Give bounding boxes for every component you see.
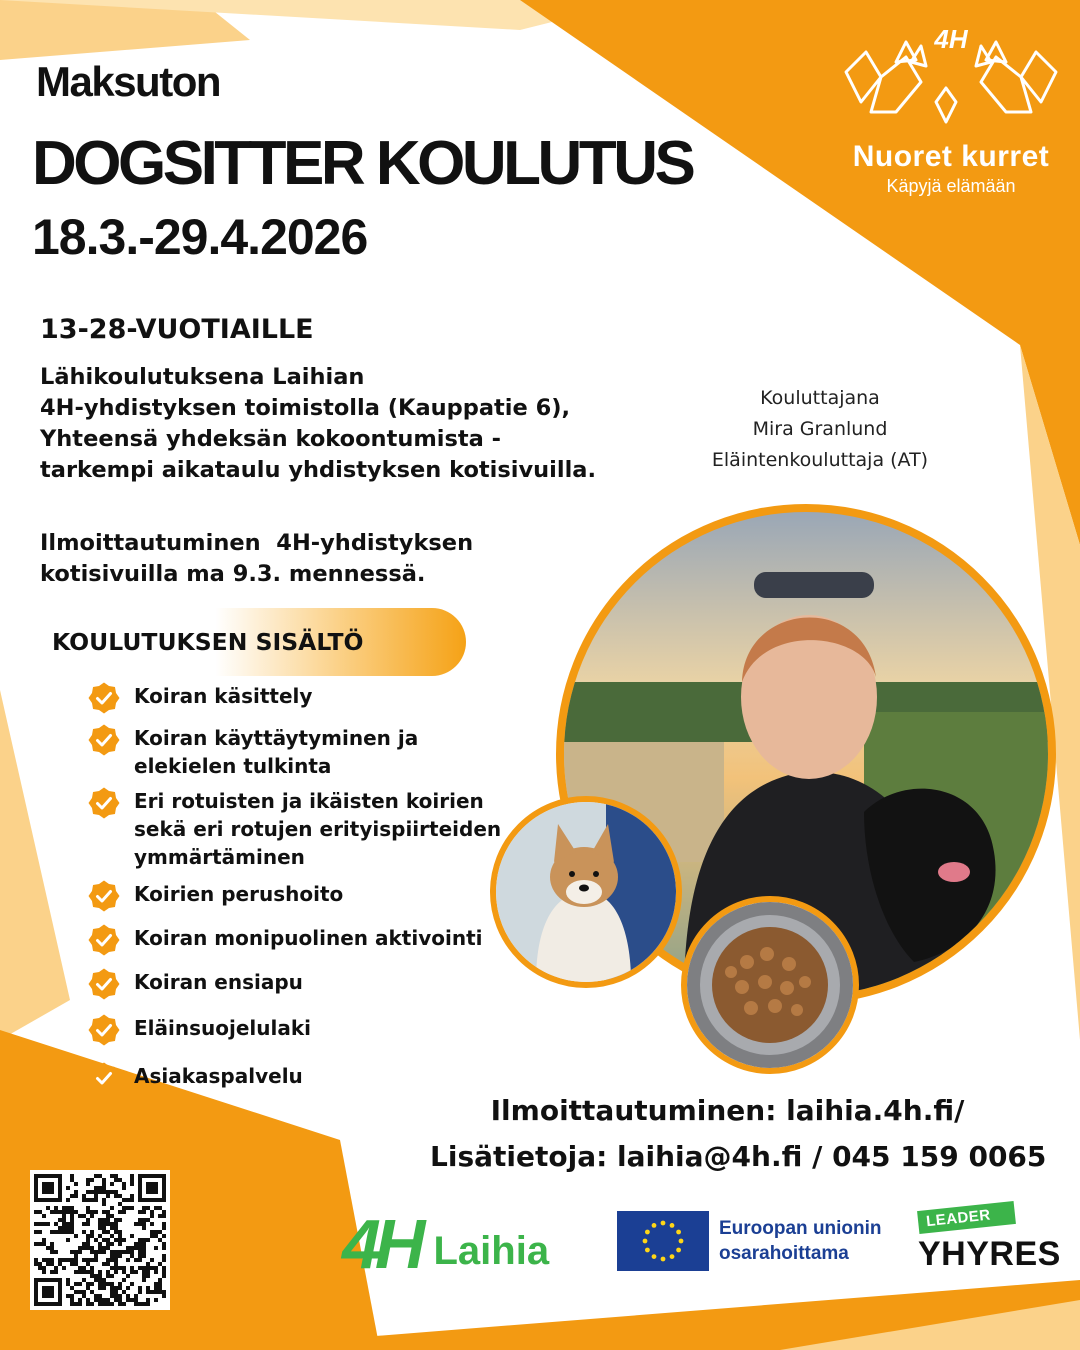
eu-funding-logo (617, 1211, 882, 1271)
check-badge-icon (88, 880, 120, 912)
info-line: Lähikoulutuksena Laihian (40, 364, 365, 390)
squirrel-logo-icon (836, 22, 1066, 132)
check-badge-icon (88, 968, 120, 1000)
leader-tag: LEADER (917, 1201, 1016, 1234)
list-item (88, 787, 501, 871)
page-title: DOGSITTER KOULUTUS (32, 129, 693, 198)
check-badge-icon (88, 682, 120, 714)
info-line: tarkempi aikataulu yhdistyksen kotisivuilla. (40, 457, 597, 483)
location-info (40, 362, 640, 486)
list-item (88, 880, 343, 912)
list-item-label: Koiran ensiapu (134, 970, 303, 994)
leader-name: YHYRES (918, 1235, 1061, 1273)
trainer-info (690, 383, 950, 476)
section-header (34, 608, 466, 676)
list-item (88, 968, 303, 1000)
kicker-text: Maksuton (36, 58, 221, 105)
registration-line: kotisivuilla ma 9.3. mennessä. (40, 561, 426, 587)
trainer-title: Eläintenkouluttaja (AT) (711, 449, 929, 471)
info-line: 4H-yhdistyksen toimistolla (Kauppatie 6), (40, 395, 571, 421)
check-badge-icon (88, 787, 120, 819)
list-item-label: Koirien perushoito (134, 882, 344, 906)
laihia-mark: 4H (342, 1205, 420, 1283)
eu-text-line2: osarahoittama (719, 1243, 849, 1264)
check-badge-icon (88, 924, 120, 956)
list-item (88, 1062, 303, 1094)
contact-info[interactable]: Lisätietoja: laihia@4h.fi / 045 159 0065 (430, 1140, 1047, 1173)
list-item (88, 1014, 311, 1046)
nuoret-kurret-logo (836, 22, 1066, 197)
check-badge-icon (88, 724, 120, 756)
dog-photo (490, 796, 682, 988)
trainer-name: Mira Granlund (752, 418, 888, 440)
list-item (88, 724, 418, 780)
list-item-label: Eri rotuisten ja ikäisten koirien sekä eri rotujen erityispiirteiden ymmärtäminen (134, 789, 502, 869)
check-badge-icon (88, 1014, 120, 1046)
laihia-name: Laihia (433, 1228, 550, 1273)
trainer-label: Kouluttajana (760, 387, 880, 409)
check-badge-icon (88, 1062, 120, 1094)
logo-brand: Nuoret kurret (852, 140, 1050, 173)
section-title: KOULUTUKSEN SISÄLTÖ (52, 628, 364, 656)
logo-slogan: Käpyjä elämään (886, 176, 1016, 196)
qr-code-icon (34, 1174, 166, 1306)
list-item-label: Asiakaspalvelu (134, 1064, 303, 1088)
registration-line: Ilmoittautuminen 4H-yhdistyksen (40, 530, 474, 556)
signup-link[interactable]: Ilmoittautuminen: laihia.4h.fi/ (490, 1094, 965, 1127)
list-item-label: Koiran käyttäytyminen ja elekielen tulkinta (134, 726, 419, 778)
event-dates: 18.3.-29.4.2026 (32, 209, 368, 265)
logo-4h-mark: 4H (934, 24, 968, 54)
eu-text-line1: Euroopan unionin (719, 1218, 882, 1239)
registration-info (40, 528, 600, 590)
qr-code[interactable] (30, 1170, 170, 1310)
list-item-label: Koiran monipuolinen aktivointi (134, 926, 483, 950)
eu-flag-icon (617, 1211, 709, 1271)
list-item-label: Eläinsuojelulaki (134, 1016, 312, 1040)
dog-food-photo (681, 896, 859, 1074)
list-item-label: Koiran käsittely (134, 684, 313, 708)
list-item (88, 924, 483, 956)
leader-yhyres-logo (918, 1206, 1061, 1274)
list-item (88, 682, 312, 714)
4h-laihia-logo (342, 1204, 549, 1284)
audience-heading: 13-28-VUOTIAILLE (40, 314, 314, 345)
info-line: Yhteensä yhdeksän kokoontumista - (40, 426, 501, 452)
